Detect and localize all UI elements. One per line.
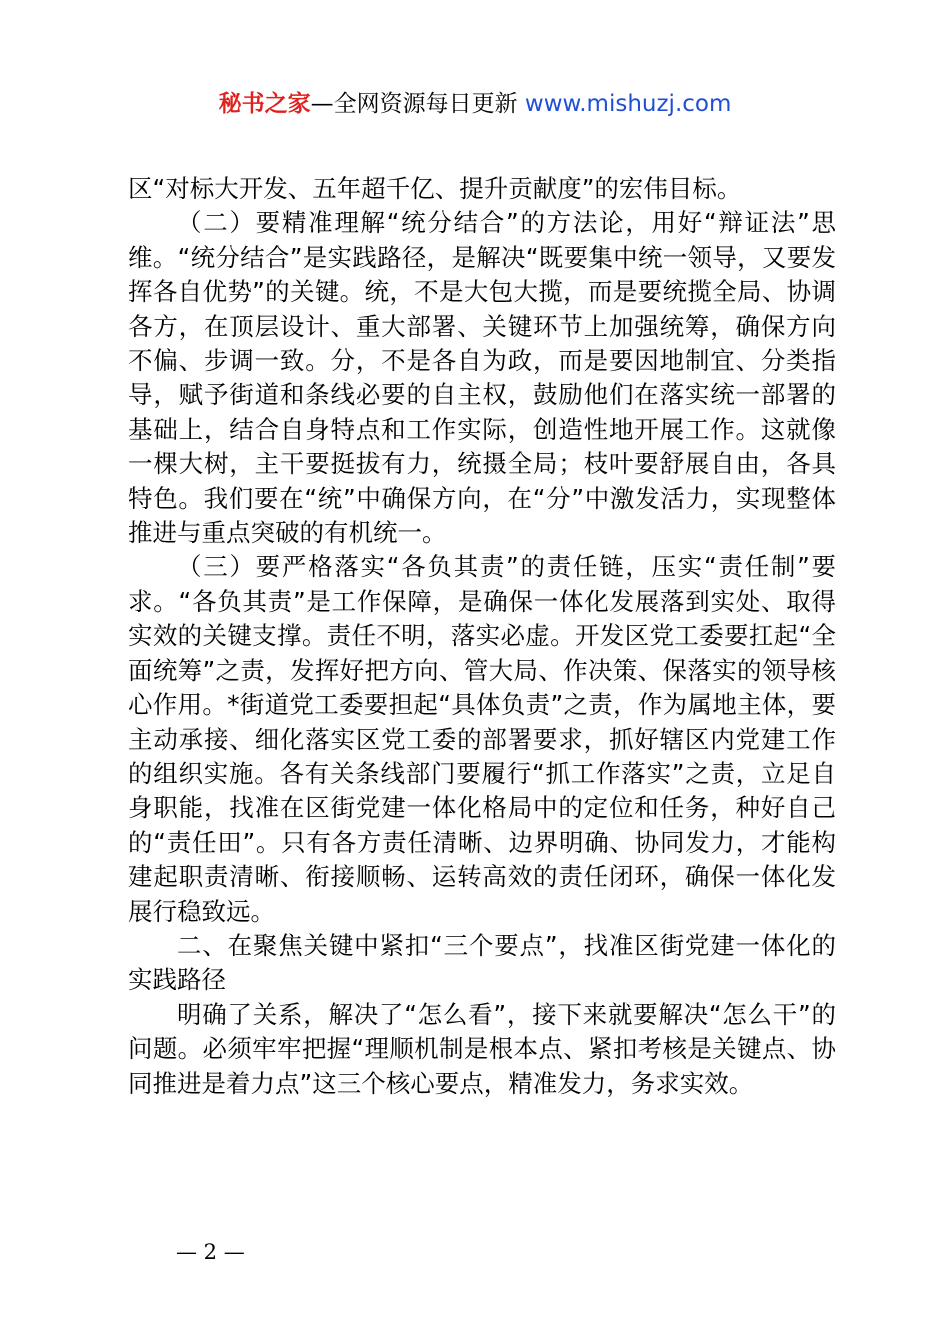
brand-name: 秘书之家 (218, 91, 311, 117)
paragraph-continuation: 区“对标大开发、五年超千亿、提升贡献度”的宏伟目标。 (128, 174, 742, 203)
site-header (0, 88, 950, 120)
header-tagline: —全网资源每日更新 (310, 91, 525, 117)
paragraph-section-3: （三）要严格落实“各负其责”的责任链，压实“责任制”要求。“各负其责”是工作保障，是确保一体化发展落到实处、取得实效的关键支撑。责任不明，落实必虚。开发区党工委要扛起“全面统筹”之责，发挥好把方向、管大局、作决策、保落实的领导核心作用。*街道党工委要担起“具体负责”之责，作为属地主体，要主动承接、细化落实区党工委的部署要求，抓好辖区内党建工作的组织实施。各有关条线部门要履行“抓工作落实”之责，立足自身职能，找准在区街党建一体化格局中的定位和任务，种好自己的“责任田”。只有各方责任清晰、边界明确、协同发力，才能构建起职责清晰、衔接顺畅、运转高效的责任闭环，确保一体化发展行稳致远。 (128, 552, 836, 926)
site-url[interactable]: www.mishuzj.com (524, 91, 732, 117)
paragraph-intro: 明确了关系，解决了“怎么看”，接下来就要解决“怎么干”的问题。必须牢牢把握“理顺机制是根本点、紧扣考核是关键点、协同推进是着力点”这三个核心要点，精准发力，务求实效。 (128, 999, 836, 1098)
paragraph-section-2: （二）要精准理解“统分结合”的方法论，用好“辩证法”思维。“统分结合”是实践路径，是解决“既要集中统一领导，又要发挥各自优势”的关键。统，不是大包大揽，而是要统揽全局、协调各方，在顶层设计、重大部署、关键环节上加强统筹，确保方向不偏、步调一致。分，不是各自为政，而是要因地制宜、分类指导，赋予街道和条线必要的自主权，鼓励他们在落实统一部署的基础上，结合自身特点和工作实际，创造性地开展工作。这就像一棵大树，主干要挺拔有力，统摄全局；枝叶要舒展自由，各具特色。我们要在“统”中确保方向，在“分”中激发活力，实现整体推进与重点突破的有机统一。 (128, 208, 836, 548)
section-heading: 二、在聚焦关键中紧扣“三个要点”，找准区街党建一体化的实践路径 (128, 930, 836, 995)
page-number: — 2 — (176, 1240, 245, 1264)
document-body (128, 172, 836, 1101)
